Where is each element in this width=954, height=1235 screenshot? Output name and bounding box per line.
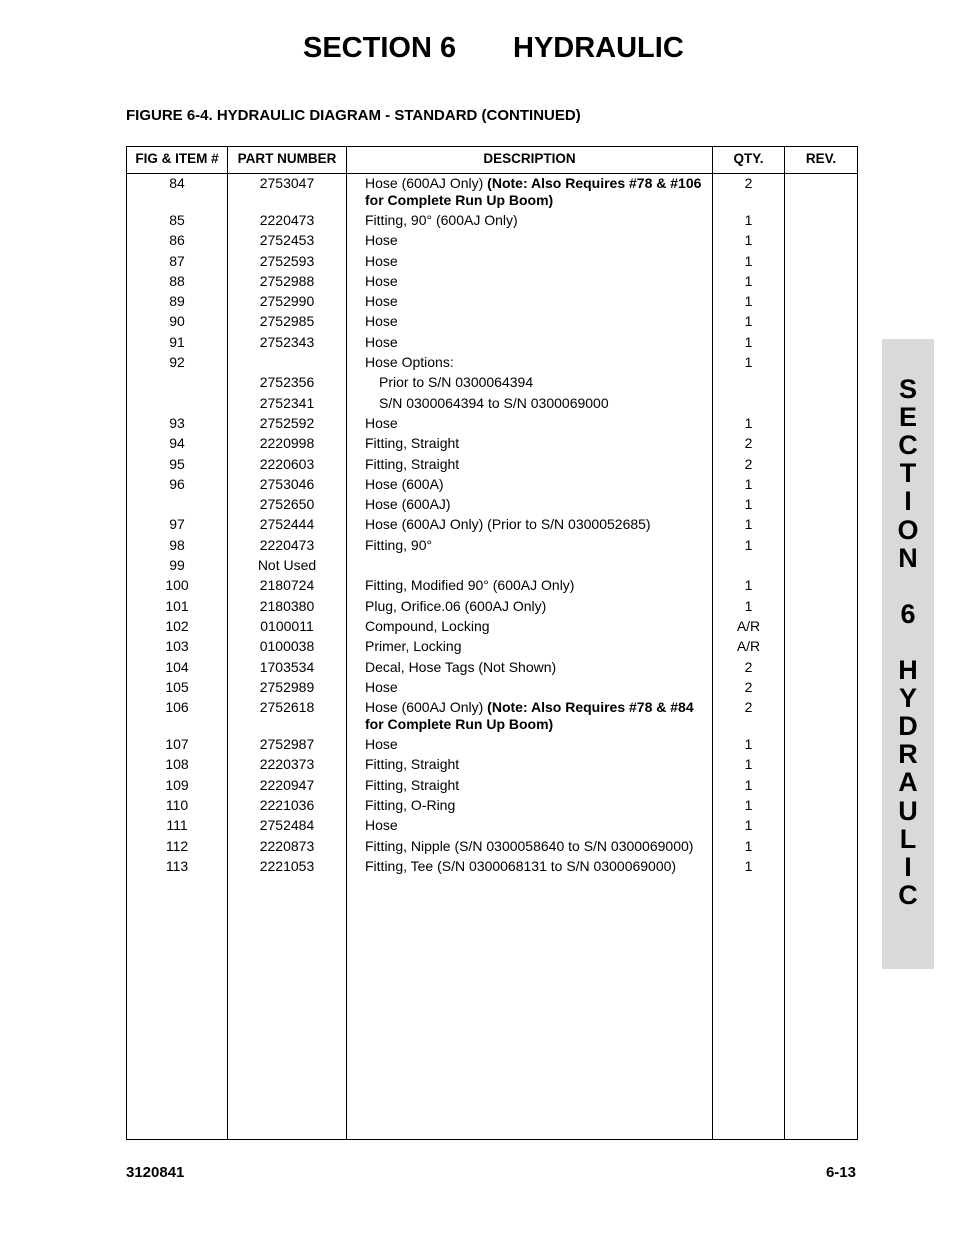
part-number-cell: 2752987 bbox=[259, 736, 315, 753]
fig-item-cell: 97 bbox=[169, 516, 185, 533]
part-number-cell: 2220998 bbox=[259, 435, 315, 452]
description-note: (Note: Also Requires #78 & #84 bbox=[487, 699, 694, 716]
part-number-cell: 2220373 bbox=[259, 756, 315, 773]
quantity-cell: A/R bbox=[736, 638, 761, 655]
table-row bbox=[127, 797, 857, 817]
fig-item-cell: 100 bbox=[165, 577, 189, 594]
description-text: Fitting, Tee (S/N 0300068131 to S/N 0300069000) bbox=[365, 857, 677, 874]
section-side-tab bbox=[882, 339, 934, 969]
table-row bbox=[127, 557, 857, 577]
column-header-rev: REV. bbox=[805, 151, 837, 166]
quantity-cell: 2 bbox=[744, 658, 753, 675]
table-row bbox=[127, 777, 857, 797]
fig-item-cell: 89 bbox=[169, 293, 185, 310]
fig-item-cell: 84 bbox=[169, 175, 185, 191]
table-row bbox=[127, 838, 857, 858]
quantity-cell: 1 bbox=[744, 597, 753, 614]
section-name: HYDRAULIC bbox=[513, 32, 684, 64]
quantity-cell: 1 bbox=[744, 736, 753, 753]
description-text: Decal, Hose Tags (Not Shown) bbox=[365, 658, 557, 675]
table-row bbox=[127, 415, 857, 435]
table-row bbox=[127, 638, 857, 658]
description-text: Primer, Locking bbox=[365, 638, 462, 655]
part-number-cell: 2220473 bbox=[259, 212, 315, 228]
fig-item-cell: 112 bbox=[165, 837, 189, 854]
description-text: Fitting, 90° (600AJ Only) bbox=[365, 212, 518, 228]
description-cell bbox=[365, 516, 713, 533]
quantity-cell: 1 bbox=[744, 577, 753, 594]
description-cell bbox=[365, 253, 713, 270]
fig-item-cell: 99 bbox=[169, 557, 185, 574]
side-tab-letter: I bbox=[904, 851, 912, 882]
quantity-cell: 2 bbox=[744, 699, 753, 716]
quantity-cell: 2 bbox=[744, 678, 753, 695]
description-cell bbox=[365, 313, 713, 330]
table-row bbox=[127, 456, 857, 476]
part-number-cell: 2752593 bbox=[259, 252, 315, 269]
description-note-continued: for Complete Run Up Boom) bbox=[365, 716, 554, 733]
table-row bbox=[127, 679, 857, 699]
quantity-cell: 2 bbox=[744, 175, 753, 191]
description-cell bbox=[365, 618, 713, 635]
quantity-cell: 1 bbox=[744, 333, 753, 350]
quantity-cell: 1 bbox=[744, 857, 753, 874]
part-number-cell: 2752650 bbox=[259, 496, 315, 513]
side-tab-letter: L bbox=[899, 823, 917, 854]
fig-item-cell: 105 bbox=[165, 678, 189, 695]
fig-item-cell: 87 bbox=[169, 252, 185, 269]
description-text: Fitting, Modified 90° (600AJ Only) bbox=[365, 577, 575, 594]
quantity-cell: 1 bbox=[744, 475, 753, 492]
fig-item-cell: 107 bbox=[165, 736, 189, 753]
table-row bbox=[127, 598, 857, 618]
side-tab-letter: U bbox=[898, 795, 918, 826]
side-tab-letter: C bbox=[898, 430, 918, 461]
description-text: Plug, Orifice.06 (600AJ Only) bbox=[365, 597, 547, 614]
part-number-cell: 2752484 bbox=[259, 817, 315, 834]
description-cell bbox=[365, 476, 713, 493]
description-cell bbox=[365, 838, 713, 855]
table-row bbox=[127, 496, 857, 516]
fig-item-cell: 108 bbox=[165, 756, 189, 773]
fig-item-cell: 90 bbox=[169, 313, 185, 330]
description-text: Hose bbox=[365, 333, 398, 350]
part-number-cell: 2220947 bbox=[259, 776, 315, 793]
description-cell bbox=[365, 577, 713, 594]
table-row bbox=[127, 756, 857, 776]
description-cell bbox=[365, 435, 713, 452]
fig-item-cell: 113 bbox=[165, 857, 189, 874]
fig-item-cell: 91 bbox=[169, 333, 185, 350]
side-tab-letter: D bbox=[898, 711, 918, 742]
part-number-cell: 2752356 bbox=[259, 374, 315, 391]
description-text: Fitting, 90° bbox=[365, 536, 433, 553]
side-tab-letter: 6 bbox=[900, 598, 916, 629]
figure-title: FIGURE 6-4. HYDRAULIC DIAGRAM - STANDARD (CONTINUED) bbox=[126, 107, 581, 124]
quantity-cell: 1 bbox=[744, 354, 753, 371]
part-number-cell: 2752453 bbox=[259, 232, 315, 249]
description-cell bbox=[365, 354, 713, 371]
description-cell bbox=[365, 756, 713, 773]
quantity-cell: 1 bbox=[744, 817, 753, 834]
description-cell bbox=[365, 273, 713, 290]
description-text: Fitting, Straight bbox=[365, 435, 460, 452]
fig-item-cell: 102 bbox=[165, 617, 189, 634]
side-tab-letter: R bbox=[898, 739, 918, 770]
quantity-cell: 1 bbox=[744, 496, 753, 513]
fig-item-cell: 110 bbox=[165, 797, 189, 814]
part-number-cell: 2220473 bbox=[259, 536, 315, 553]
description-cell bbox=[365, 797, 713, 814]
part-number-cell: 2752343 bbox=[259, 333, 315, 350]
fig-item-cell: 111 bbox=[166, 817, 188, 834]
description-cell bbox=[365, 777, 713, 794]
description-cell bbox=[365, 858, 713, 875]
description-text: Hose bbox=[365, 232, 398, 249]
quantity-cell: 1 bbox=[744, 252, 753, 269]
description-cell bbox=[365, 175, 713, 209]
description-text: Hose (600AJ) bbox=[365, 496, 451, 513]
description-text: Hose bbox=[365, 252, 398, 269]
fig-item-cell: 101 bbox=[165, 597, 189, 614]
part-number-cell: 2752985 bbox=[259, 313, 315, 330]
description-text: Hose (600AJ Only) bbox=[365, 699, 488, 716]
description-cell bbox=[365, 415, 713, 432]
fig-item-cell: 109 bbox=[165, 776, 189, 793]
description-cell bbox=[365, 817, 713, 834]
side-tab-letter: T bbox=[899, 458, 917, 489]
description-text: Hose bbox=[365, 414, 398, 431]
table-row bbox=[127, 817, 857, 837]
quantity-cell: 1 bbox=[744, 797, 753, 814]
description-cell bbox=[365, 334, 713, 351]
part-number-cell: 2753047 bbox=[259, 175, 315, 191]
description-text: Hose bbox=[365, 817, 398, 834]
description-text: Hose Options: bbox=[365, 354, 454, 371]
description-text: Hose (600AJ Only) (Prior to S/N 0300052685) bbox=[365, 516, 651, 533]
fig-item-cell: 93 bbox=[169, 414, 185, 431]
fig-item-cell: 104 bbox=[165, 658, 189, 675]
fig-item-cell: 106 bbox=[165, 699, 189, 716]
column-header-description: DESCRIPTION bbox=[483, 151, 576, 166]
table-row bbox=[127, 537, 857, 557]
quantity-cell: 1 bbox=[744, 516, 753, 533]
table-row bbox=[127, 175, 857, 212]
fig-item-cell: 85 bbox=[169, 212, 185, 228]
description-cell bbox=[365, 679, 713, 696]
description-text: Compound, Locking bbox=[365, 617, 490, 634]
description-cell bbox=[365, 638, 713, 655]
quantity-cell: 1 bbox=[744, 536, 753, 553]
description-cell bbox=[365, 456, 713, 473]
fig-item-cell: 88 bbox=[169, 272, 185, 289]
side-tab-letter: N bbox=[898, 542, 918, 573]
side-tab-letter: O bbox=[897, 514, 919, 545]
part-number-cell: Not Used bbox=[257, 557, 317, 574]
description-cell bbox=[365, 496, 713, 513]
quantity-cell: 2 bbox=[744, 455, 753, 472]
description-text: Hose bbox=[365, 736, 398, 753]
column-header-part-number: PART NUMBER bbox=[237, 151, 337, 166]
description-text: Fitting, Straight bbox=[365, 455, 460, 472]
description-cell bbox=[365, 232, 713, 249]
fig-item-cell: 92 bbox=[169, 354, 185, 371]
table-row bbox=[127, 618, 857, 638]
description-cell bbox=[365, 659, 713, 676]
table-row bbox=[127, 736, 857, 756]
part-number-cell: 2752592 bbox=[259, 414, 315, 431]
table-row bbox=[127, 577, 857, 597]
part-number-cell: 1703534 bbox=[259, 658, 315, 675]
table-row bbox=[127, 212, 857, 232]
side-tab-letter: E bbox=[898, 402, 917, 433]
description-cell bbox=[365, 212, 713, 229]
fig-item-cell: 96 bbox=[169, 475, 185, 492]
table-row bbox=[127, 435, 857, 455]
part-number-cell: 2752988 bbox=[259, 272, 315, 289]
table-row bbox=[127, 334, 857, 354]
quantity-cell: 1 bbox=[744, 313, 753, 330]
quantity-cell: 1 bbox=[744, 212, 753, 228]
description-cell bbox=[365, 395, 727, 412]
description-cell bbox=[365, 374, 727, 391]
part-number-cell: 2180724 bbox=[259, 577, 315, 594]
description-text: Hose bbox=[365, 678, 398, 695]
table-row bbox=[127, 253, 857, 273]
description-text: Fitting, Nipple (S/N 0300058640 to S/N 0300069000) bbox=[365, 837, 694, 854]
quantity-cell: 1 bbox=[744, 756, 753, 773]
table-row bbox=[127, 293, 857, 313]
part-number-cell: 2220603 bbox=[259, 455, 315, 472]
side-tab-letter: I bbox=[904, 486, 912, 517]
quantity-cell: 1 bbox=[744, 272, 753, 289]
header-divider bbox=[127, 173, 857, 174]
fig-item-cell: 95 bbox=[169, 455, 185, 472]
description-text: S/N 0300064394 to S/N 0300069000 bbox=[379, 394, 609, 411]
section-number: SECTION 6 bbox=[303, 32, 457, 64]
description-text: Fitting, Straight bbox=[365, 776, 460, 793]
table-row bbox=[127, 232, 857, 252]
description-text: Prior to S/N 0300064394 bbox=[379, 374, 534, 391]
description-text: Hose bbox=[365, 313, 398, 330]
table-row bbox=[127, 516, 857, 536]
table-body bbox=[127, 175, 857, 878]
parts-table bbox=[126, 146, 858, 1140]
description-text: Fitting, Straight bbox=[365, 756, 460, 773]
description-cell bbox=[365, 736, 713, 753]
quantity-cell: 1 bbox=[744, 776, 753, 793]
table-row bbox=[127, 395, 857, 415]
quantity-cell: 1 bbox=[744, 232, 753, 249]
document-number: 3120841 bbox=[126, 1164, 185, 1181]
part-number-cell: 2752618 bbox=[259, 699, 315, 716]
side-tab-letter: C bbox=[898, 879, 918, 910]
fig-item-cell: 103 bbox=[165, 638, 189, 655]
part-number-cell: 2752341 bbox=[259, 394, 315, 411]
description-text: Hose (600AJ Only) bbox=[365, 175, 488, 191]
part-number-cell: 0100011 bbox=[260, 617, 314, 634]
column-header-qty: QTY. bbox=[733, 151, 764, 166]
description-cell bbox=[365, 699, 713, 733]
part-number-cell: 2180380 bbox=[259, 597, 315, 614]
fig-item-cell: 94 bbox=[169, 435, 185, 452]
fig-item-cell: 86 bbox=[169, 232, 185, 249]
quantity-cell: A/R bbox=[736, 617, 761, 634]
part-number-cell: 2221036 bbox=[259, 797, 315, 814]
description-cell bbox=[365, 293, 713, 310]
table-row bbox=[127, 313, 857, 333]
description-text: Fitting, O-Ring bbox=[365, 797, 456, 814]
page-number: 6-13 bbox=[825, 1164, 856, 1181]
description-text: Hose bbox=[365, 293, 398, 310]
section-heading bbox=[0, 32, 954, 72]
description-text: Hose bbox=[365, 272, 398, 289]
description-text: Hose (600A) bbox=[365, 475, 444, 492]
table-row bbox=[127, 699, 857, 736]
quantity-cell: 1 bbox=[744, 837, 753, 854]
description-note: (Note: Also Requires #78 & #106 bbox=[487, 175, 702, 191]
part-number-cell: 2221053 bbox=[259, 857, 315, 874]
side-tab-letter: A bbox=[898, 767, 918, 798]
table-row bbox=[127, 273, 857, 293]
table-row bbox=[127, 354, 857, 374]
part-number-cell: 2753046 bbox=[259, 475, 315, 492]
side-tab-letter: S bbox=[898, 374, 917, 404]
table-row bbox=[127, 858, 857, 878]
part-number-cell: 2752444 bbox=[259, 516, 315, 533]
part-number-cell: 2220873 bbox=[259, 837, 315, 854]
column-header-fig-item: FIG & ITEM # bbox=[135, 151, 219, 166]
quantity-cell: 2 bbox=[744, 435, 753, 452]
part-number-cell: 2752989 bbox=[259, 678, 315, 695]
table-row bbox=[127, 659, 857, 679]
description-cell bbox=[365, 598, 713, 615]
table-row bbox=[127, 374, 857, 394]
side-tab-letter: Y bbox=[898, 683, 917, 714]
part-number-cell: 2752990 bbox=[259, 293, 315, 310]
fig-item-cell: 98 bbox=[169, 536, 185, 553]
part-number-cell: 0100038 bbox=[259, 638, 315, 655]
table-row bbox=[127, 476, 857, 496]
side-tab-letter: H bbox=[898, 655, 918, 685]
quantity-cell: 1 bbox=[744, 293, 753, 310]
description-cell bbox=[365, 537, 713, 554]
description-note-continued: for Complete Run Up Boom) bbox=[365, 192, 554, 208]
quantity-cell: 1 bbox=[744, 414, 753, 431]
